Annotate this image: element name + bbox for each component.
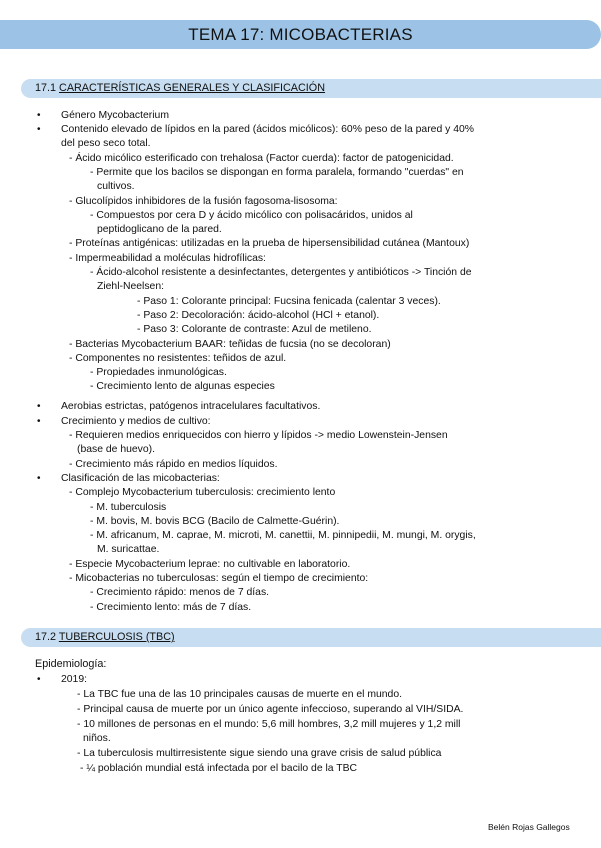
- section-1-title: CARACTERÍSTICAS GENERALES Y CLASIFICACIÓN: [59, 82, 326, 94]
- text-line: - M. africanum, M. caprae, M. microti, M. canettii, M. pinnipedii, M. mungi, M. orygis,: [90, 530, 476, 541]
- section-2-heading: [35, 631, 175, 643]
- bullet-marker: •: [37, 416, 41, 427]
- text-line: - La tuberculosis multirresistente sigue siendo una grave crisis de salud pública: [77, 748, 442, 759]
- page-title: TEMA 17: MICOBACTERIAS: [188, 25, 413, 44]
- text-line: Contenido elevado de lípidos en la pared (ácidos micólicos): 60% peso de la pared y 40%: [61, 124, 474, 135]
- text-line: Ziehl-Neelsen:: [97, 281, 164, 292]
- text-line: - La TBC fue una de las 10 principales causas de muerte en el mundo.: [77, 689, 402, 700]
- text-line: - Requieren medios enriquecidos con hierro y lípidos -> medio Lowenstein-Jensen: [69, 430, 448, 441]
- text-line: - M. tuberculosis: [90, 502, 167, 513]
- text-line: niños.: [83, 733, 111, 744]
- text-line: - Compuestos por cera D y ácido micólico con polisacáridos, unidos al: [90, 210, 413, 221]
- text-line: M. suricattae.: [97, 544, 160, 555]
- text-line: - Ácido-alcohol resistente a desinfectantes, detergentes y antibióticos -> Tinción de: [90, 267, 472, 278]
- text-line: - M. bovis, M. bovis BCG (Bacilo de Calmette-Guérin).: [90, 516, 340, 527]
- section-1-heading: [35, 82, 325, 94]
- bullet-marker: •: [37, 401, 41, 412]
- text-line: - Crecimiento lento: más de 7 días.: [90, 602, 252, 613]
- text-line: - Ácido micólico esterificado con trehalosa (Factor cuerda): factor de patogenicidad.: [69, 153, 454, 164]
- bullet-marker: •: [37, 674, 41, 685]
- text-line: - Componentes no resistentes: teñidos de azul.: [69, 353, 287, 364]
- section-2-title: TUBERCULOSIS (TBC): [58, 631, 175, 643]
- text-line: - Principal causa de muerte por un único agente infeccioso, superando al VIH/SIDA.: [77, 704, 464, 715]
- text-line: - Permite que los bacilos se dispongan en forma paralela, formando "cuerdas" en: [90, 167, 464, 178]
- text-line: - Paso 3: Colorante de contraste: Azul de metileno.: [137, 324, 372, 335]
- text-line: - Bacterias Mycobacterium BAAR: teñidas de fucsia (no se decoloran): [69, 339, 391, 350]
- text-line: - ¼ población mundial está infectada por el bacilo de la TBC: [80, 763, 358, 774]
- text-line: - 10 millones de personas en el mundo: 5,6 mill hombres, 3,2 mill mujeres y 1,2 mill: [77, 719, 461, 730]
- text-line: - Complejo Mycobacterium tuberculosis: crecimiento lento: [69, 487, 336, 498]
- text-line: Aerobias estrictas, patógenos intracelulares facultativos.: [61, 401, 321, 412]
- text-line: 2019:: [61, 674, 88, 685]
- text-line: - Proteínas antigénicas: utilizadas en la prueba de hipersensibilidad cutánea (Mantoux): [69, 238, 470, 249]
- text-line: - Crecimiento lento de algunas especies: [90, 381, 275, 392]
- text-line: cultivos.: [97, 181, 135, 192]
- bullet-marker: •: [37, 473, 41, 484]
- text-line: - Propiedades inmunológicas.: [90, 367, 227, 378]
- text-line: - Crecimiento rápido: menos de 7 días.: [90, 587, 270, 598]
- bullet-marker: •: [37, 124, 41, 135]
- text-line: del peso seco total.: [61, 138, 151, 149]
- text-line: - Paso 1: Colorante principal: Fucsina fenicada (calentar 3 veces).: [137, 296, 441, 307]
- text-line: peptidoglicano de la pared.: [97, 224, 222, 235]
- text-line: (base de huevo).: [77, 444, 155, 455]
- section-1-number: 17.1: [35, 82, 60, 94]
- text-line: Clasificación de las micobacterias:: [61, 473, 220, 484]
- author-signature: Belén Rojas Gallegos: [488, 822, 570, 832]
- text-line: - Paso 2: Decoloración: ácido-alcohol (HCl + etanol).: [137, 310, 380, 321]
- bullet-marker: •: [37, 110, 41, 121]
- text-line: - Crecimiento más rápido en medios líquidos.: [69, 459, 278, 470]
- text-line: Crecimiento y medios de cultivo:: [61, 416, 211, 427]
- text-line: Género Mycobacterium: [61, 110, 169, 121]
- text-line: - Impermeabilidad a moléculas hidrofílicas:: [69, 253, 266, 264]
- text-line: - Micobacterias no tuberculosas: según el tiempo de crecimiento:: [69, 573, 369, 584]
- subheading: Epidemiología:: [35, 658, 107, 670]
- section-2-number: 17.2: [35, 631, 59, 643]
- text-line: - Especie Mycobacterium leprae: no cultivable en laboratorio.: [69, 559, 351, 570]
- text-line: - Glucolípidos inhibidores de la fusión fagosoma-lisosoma:: [69, 196, 338, 207]
